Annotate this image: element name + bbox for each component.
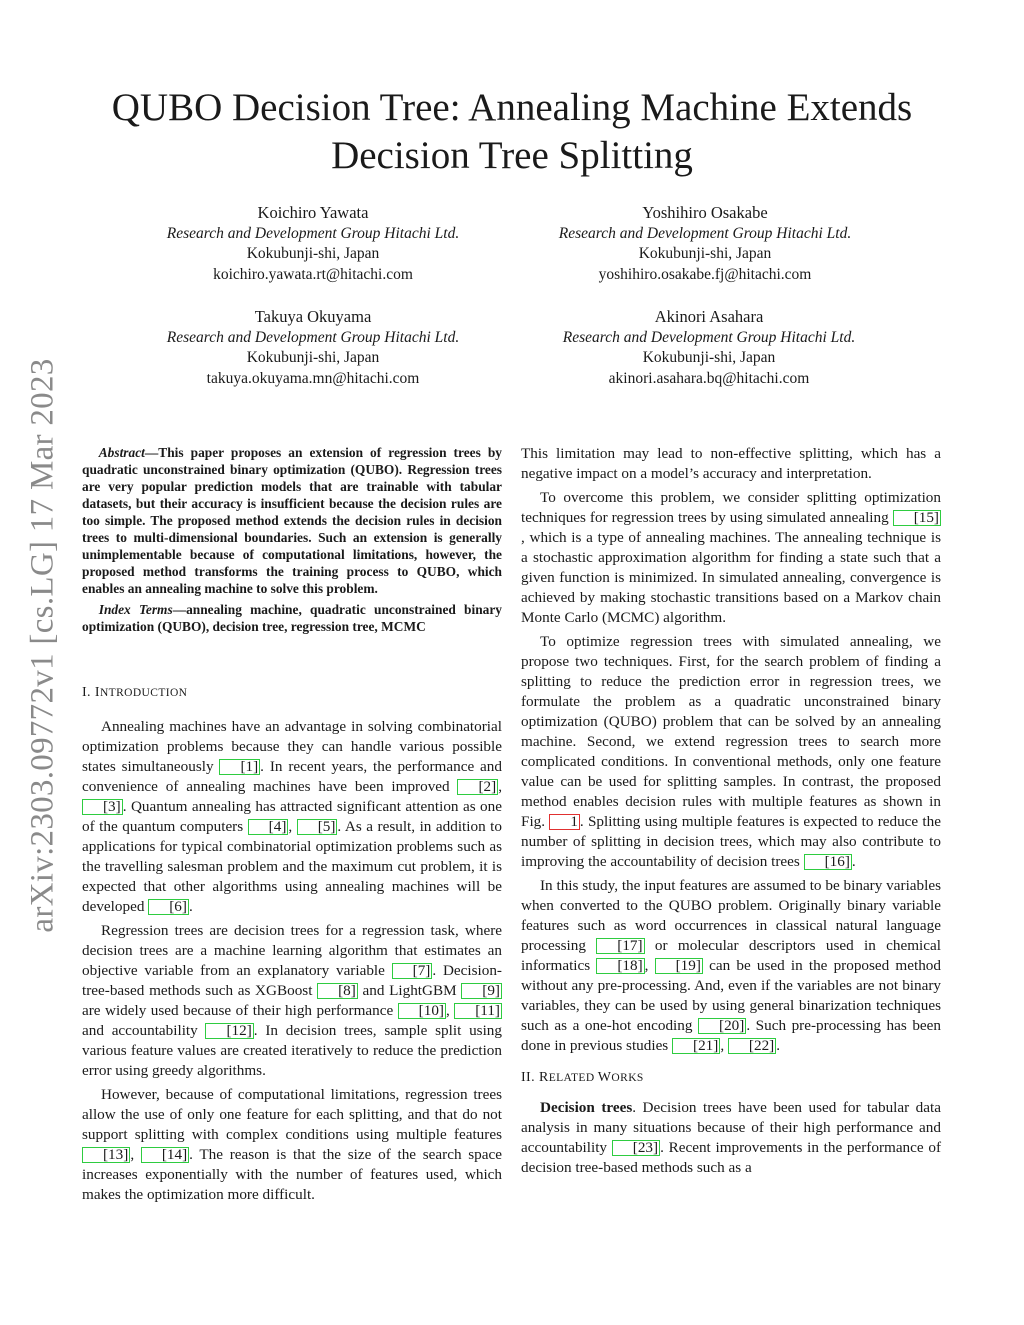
citation-link[interactable]: [14] xyxy=(141,1147,189,1163)
right-paragraph-3: To optimize regression trees with simulated annealing, we propose two techniques. First, for the search problem of finding a splitting to reduce the prediction error in regression trees, we formulate the problem as a quadratic unconstrained binary optimization (QUBO) problem that can be solved by an annealing machine. Second, we extend regression trees to search more complicated conditions. In conventional methods, only one feature value can be used for splitting samples. In contrast, the proposed method enables decision rules with multiple features as shown in Fig. 1 . Splitting using multiple features is expected to reduce the number of splitting in decision trees, which may also contribute to improving the accountability of decision trees [16] . xyxy=(521,633,941,870)
author-email: akinori.asahara.bq@hitachi.com xyxy=(608,369,810,387)
author-name: Yoshihiro Osakabe xyxy=(642,203,768,222)
intro-paragraph-3: However, because of computational limitations, regression trees allow the use of only one feature for each splitting, and that do not support splitting with complex conditions using multiple features [13] , [14] . The reason is that the size of the search space increases exponentially with the number of features used, which makes the optimization more difficult. xyxy=(82,1086,503,1203)
citation-link[interactable]: [17] xyxy=(596,938,644,954)
index-terms-label: Index Terms xyxy=(98,602,173,617)
author-email: yoshihiro.osakabe.fj@hitachi.com xyxy=(598,265,812,283)
citation-link[interactable]: [7] xyxy=(392,963,433,979)
abstract xyxy=(82,444,502,597)
citation-link[interactable]: [16] xyxy=(804,854,852,870)
author-name: Koichiro Yawata xyxy=(257,203,369,222)
citation-link[interactable]: [5] xyxy=(297,819,338,835)
section-heading-related-works: II. RELATED WORKS xyxy=(521,1070,644,1085)
author-affiliation: Research and Development Group Hitachi Ltd. xyxy=(558,224,852,242)
related-paragraph-1: Decision trees. Decision trees have been used for tabular data analysis in many situations because of their high performance and accountability [23] . Recent improvements in the performance of decision tree-based methods such as a xyxy=(521,1099,942,1176)
citation-link[interactable]: [22] xyxy=(728,1038,776,1054)
author-location: Kokubunji-shi, Japan xyxy=(246,349,380,366)
citation-link[interactable]: [4] xyxy=(248,819,289,835)
author-name: Takuya Okuyama xyxy=(254,307,372,326)
citation-link[interactable]: [19] xyxy=(655,958,703,974)
left-column xyxy=(82,444,502,1209)
right-column xyxy=(521,444,941,1182)
author-name: Akinori Asahara xyxy=(654,307,764,326)
author-block-4 xyxy=(494,307,924,389)
right-paragraph-2: To overcome this problem, we consider splitting optimization techniques for regression trees by using simulated annealing [15], which is a type of annealing machines. The annealing technique is a stochastic approximation algorithm for finding a state such that a given function is minimized. In simulated annealing, convergence is achieved by making stochastic transitions based on a Markov chain Monte Carlo (MCMC) algorithm. xyxy=(521,489,941,626)
index-terms xyxy=(82,601,502,635)
section-heading-introduction: I. INTRODUCTION xyxy=(82,685,188,700)
citation-link[interactable]: [9] xyxy=(461,983,502,999)
citation-link[interactable]: [23] xyxy=(612,1140,660,1156)
author-email: koichiro.yawata.rt@hitachi.com xyxy=(213,265,413,283)
title-line-2: Decision Tree Splitting xyxy=(331,134,693,177)
author-location: Kokubunji-shi, Japan xyxy=(642,349,776,366)
citation-link[interactable]: [18] xyxy=(596,958,644,974)
right-paragraph-1: This limitation may lead to non-effective splitting, which has a negative impact on a model’s accuracy and interpretation. xyxy=(521,445,941,482)
title-line-1: QUBO Decision Tree: Annealing Machine Extends xyxy=(111,86,913,129)
citation-link[interactable]: [10] xyxy=(398,1003,446,1019)
paper-title xyxy=(80,84,944,180)
arxiv-identifier: arXiv:2303.09772v1 [cs.LG] 17 Mar 2023 xyxy=(24,357,61,933)
citation-link[interactable]: [15] xyxy=(893,510,941,526)
abstract-text: —This paper proposes an extension of regression trees by quadratic unconstrained binary optimization (QUBO). Regression trees are very popular prediction models that are trainable with tabular datasets, but their accuracy is insufficient because the decision rules are too simple. The proposed method extends the decision rules in decision trees to multi-dimensional boundaries. Such an extension is generally unimplementable because of computational limitations, however, the proposed method transforms the training process to QUBO, which enables an annealing machine to solve this problem. xyxy=(82,445,502,596)
figure-link[interactable]: 1 xyxy=(549,814,580,830)
intro-paragraph-2: Regression trees are decision trees for a regression task, where decision trees are a machine learning algorithm that estimates an objective variable from an explanatory variable [7] . Decision-tree-based methods such as XGBoost [8] and LightGBM [9] are widely used because of their high performance [10] , [11] and accountability [12] . In decision trees, sample split using various feature values are created iteratively to reduce the prediction error using greedy algorithms. xyxy=(82,922,502,1079)
citation-link[interactable]: [3] xyxy=(82,799,123,815)
abstract-label: Abstract xyxy=(98,445,145,460)
citation-link[interactable]: [21] xyxy=(672,1038,720,1054)
citation-link[interactable]: [12] xyxy=(205,1023,253,1039)
citation-link[interactable]: [1] xyxy=(219,759,260,775)
citation-link[interactable]: [20] xyxy=(698,1018,746,1034)
index-terms-text: —annealing machine, quadratic unconstrained binary optimization (QUBO), decision tree, regression tree, MCMC xyxy=(82,602,502,634)
right-paragraph-4: In this study, the input features are assumed to be binary variables when converted to the QUBO problem. Originally binary variable features such as word occurrences in classical natural language processing [17] or molecular descriptors used in chemical informatics [18] , [19] can be used in the proposed method without any pre-processing. And, even if the variables are not binary variables, they can be used by using general binarization techniques such as a one-hot encoding [20] . Such pre-processing has been done in previous studies [21] , [22] . xyxy=(521,877,941,1054)
author-location: Kokubunji-shi, Japan xyxy=(246,245,380,262)
intro-paragraph-1: Annealing machines have an advantage in solving combinatorial optimization problems because they can handle various possible states simultaneously [1] . In recent years, the performance and convenience of annealing machines have been improved [2] , [3] . Quantum annealing has attracted significant attention as one of the quantum computers [4] , [5] . As a result, in addition to applications for typical combinatorial optimization problems such as the travelling salesman problem and the maximum cut problem, it is expected that other algorithms using annealing machines will be developed [6] . xyxy=(82,718,502,915)
author-block-3 xyxy=(98,307,528,389)
author-affiliation: Research and Development Group Hitachi Ltd. xyxy=(166,328,460,346)
author-block-2 xyxy=(490,203,920,285)
author-block-1 xyxy=(98,203,528,285)
citation-link[interactable]: [13] xyxy=(82,1147,130,1163)
citation-link[interactable]: [6] xyxy=(148,899,189,915)
arxiv-sidebar-stamp xyxy=(18,350,68,940)
citation-link[interactable]: [8] xyxy=(317,983,358,999)
citation-link[interactable]: [11] xyxy=(454,1003,502,1019)
author-affiliation: Research and Development Group Hitachi Ltd. xyxy=(166,224,460,242)
citation-link[interactable]: [2] xyxy=(457,779,498,795)
author-email: takuya.okuyama.mn@hitachi.com xyxy=(206,369,420,387)
paragraph-heading: Decision trees xyxy=(540,1099,633,1116)
author-affiliation: Research and Development Group Hitachi Ltd. xyxy=(562,328,856,346)
author-location: Kokubunji-shi, Japan xyxy=(638,245,772,262)
